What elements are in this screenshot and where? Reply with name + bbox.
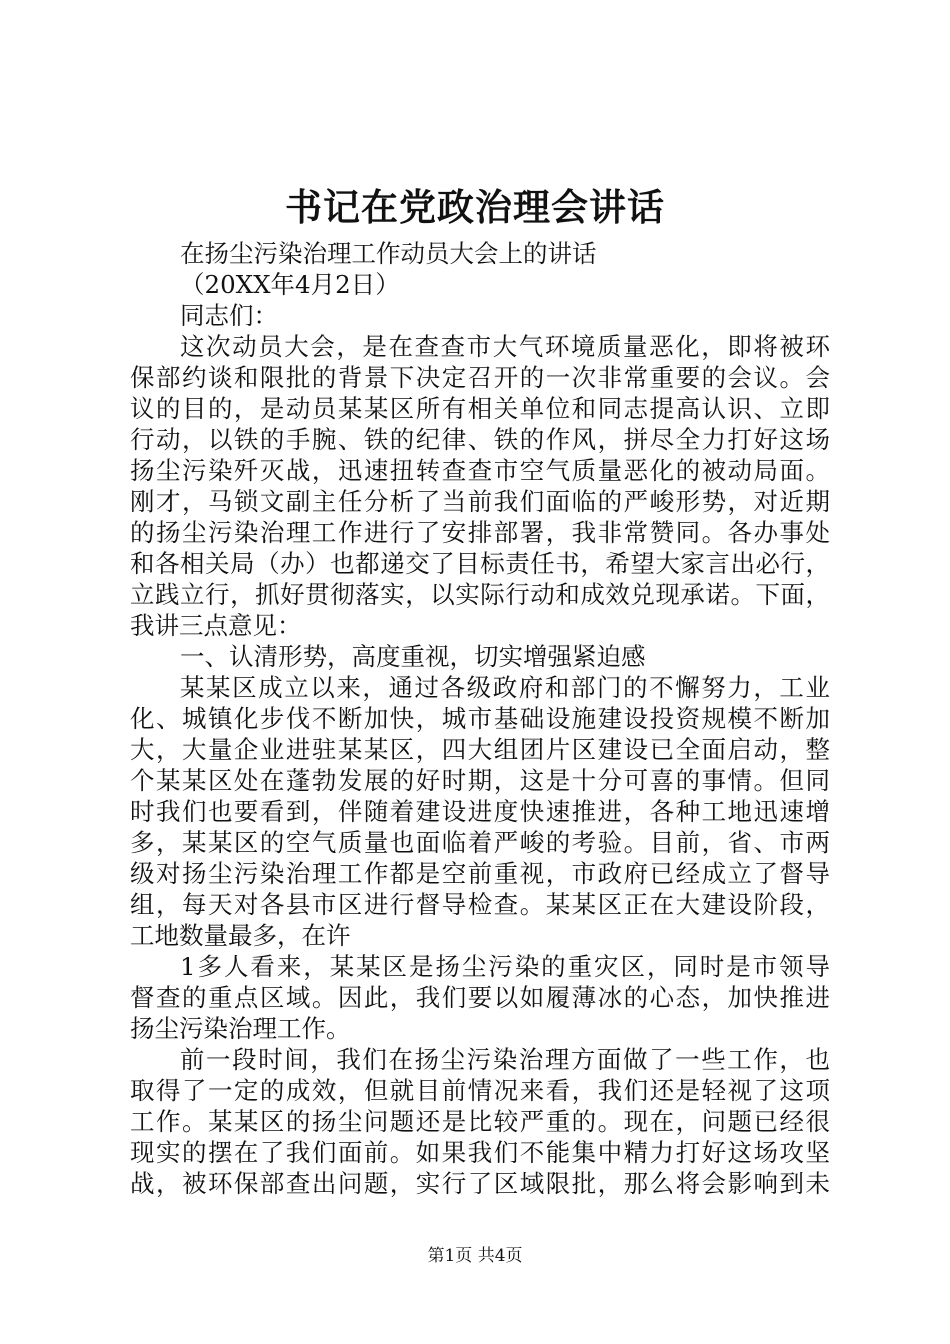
section-heading: 一、认清形势，高度重视，切实增强紧迫感 — [180, 642, 646, 671]
paragraph-line: 1多人看来，某某区是扬尘污染的重灾区，同时是市领导 — [180, 952, 830, 981]
paragraph-line: 工作。某某区的扬尘问题还是比较严重的。现在，问题已经很 — [130, 1107, 830, 1136]
paragraph-line: 保部约谈和限批的背景下决定召开的一次非常重要的会议。会 — [130, 363, 830, 392]
paragraph-line: 时我们也要看到，伴随着建设进度快速推进，各种工地迅速增 — [130, 797, 830, 826]
paragraph-line: 工地数量最多，在许 — [130, 921, 351, 950]
paragraph-line: 立践立行，抓好贯彻落实，以实际行动和成效兑现承诺。下面， — [130, 580, 830, 609]
paragraph-line: 战，被环保部查出问题，实行了区域限批，那么将会影响到未 — [130, 1169, 830, 1198]
salutation-line: 同志们： — [180, 301, 278, 330]
paragraph-line: 行动，以铁的手腕、铁的纪律、铁的作风，拼尽全力打好这场 — [130, 425, 830, 454]
paragraph-line: 刚才，马锁文副主任分析了当前我们面临的严峻形势，对近期 — [130, 487, 830, 516]
paragraph-line: 多，某某区的空气质量也面临着严峻的考验。目前，省、市两 — [130, 828, 830, 857]
paragraph-line: 我讲三点意见： — [130, 611, 302, 640]
document-title: 书记在党政治理会讲话 — [285, 186, 665, 229]
document-body — [130, 238, 830, 1199]
page-footer: 第1页 共4页 — [427, 1246, 523, 1266]
paragraph-line: 议的目的，是动员某某区所有相关单位和同志提高认识、立即 — [130, 394, 830, 423]
paragraph-line: 的扬尘污染治理工作进行了安排部署，我非常赞同。各办事处 — [130, 518, 830, 547]
paragraph-line: 现实的摆在了我们面前。如果我们不能集中精力打好这场攻坚 — [130, 1138, 830, 1167]
paragraph-line: 督查的重点区域。因此，我们要以如履薄冰的心态，加快推进 — [130, 983, 830, 1012]
paragraph-line: 某某区成立以来，通过各级政府和部门的不懈努力，工业 — [180, 673, 830, 702]
paragraph-line: 级对扬尘污染治理工作都是空前重视，市政府已经成立了督导 — [130, 859, 830, 888]
paragraph-line: 大，大量企业进驻某某区，四大组团片区建设已全面启动，整 — [130, 735, 830, 764]
date-line: （20XX年4月2日） — [180, 270, 400, 299]
paragraph-line: 化、城镇化步伐不断加快，城市基础设施建设投资规模不断加 — [130, 704, 830, 733]
paragraph-line: 扬尘污染歼灭战，迅速扭转查查市空气质量恶化的被动局面。 — [130, 456, 830, 485]
paragraph-line: 和各相关局（办）也都递交了目标责任书，希望大家言出必行， — [130, 549, 830, 578]
paragraph-line: 取得了一定的成效，但就目前情况来看，我们还是轻视了这项 — [130, 1076, 830, 1105]
subtitle-line: 在扬尘污染治理工作动员大会上的讲话 — [180, 239, 597, 268]
paragraph-line: 前一段时间，我们在扬尘污染治理方面做了一些工作，也 — [180, 1045, 830, 1074]
paragraph-line: 扬尘污染治理工作。 — [130, 1014, 351, 1043]
paragraph-line: 这次动员大会，是在查查市大气环境质量恶化，即将被环 — [180, 332, 830, 361]
paragraph-line: 个某某区处在蓬勃发展的好时期，这是十分可喜的事情。但同 — [130, 766, 830, 795]
paragraph-line: 组，每天对各县市区进行督导检查。某某区正在大建设阶段， — [130, 890, 830, 919]
